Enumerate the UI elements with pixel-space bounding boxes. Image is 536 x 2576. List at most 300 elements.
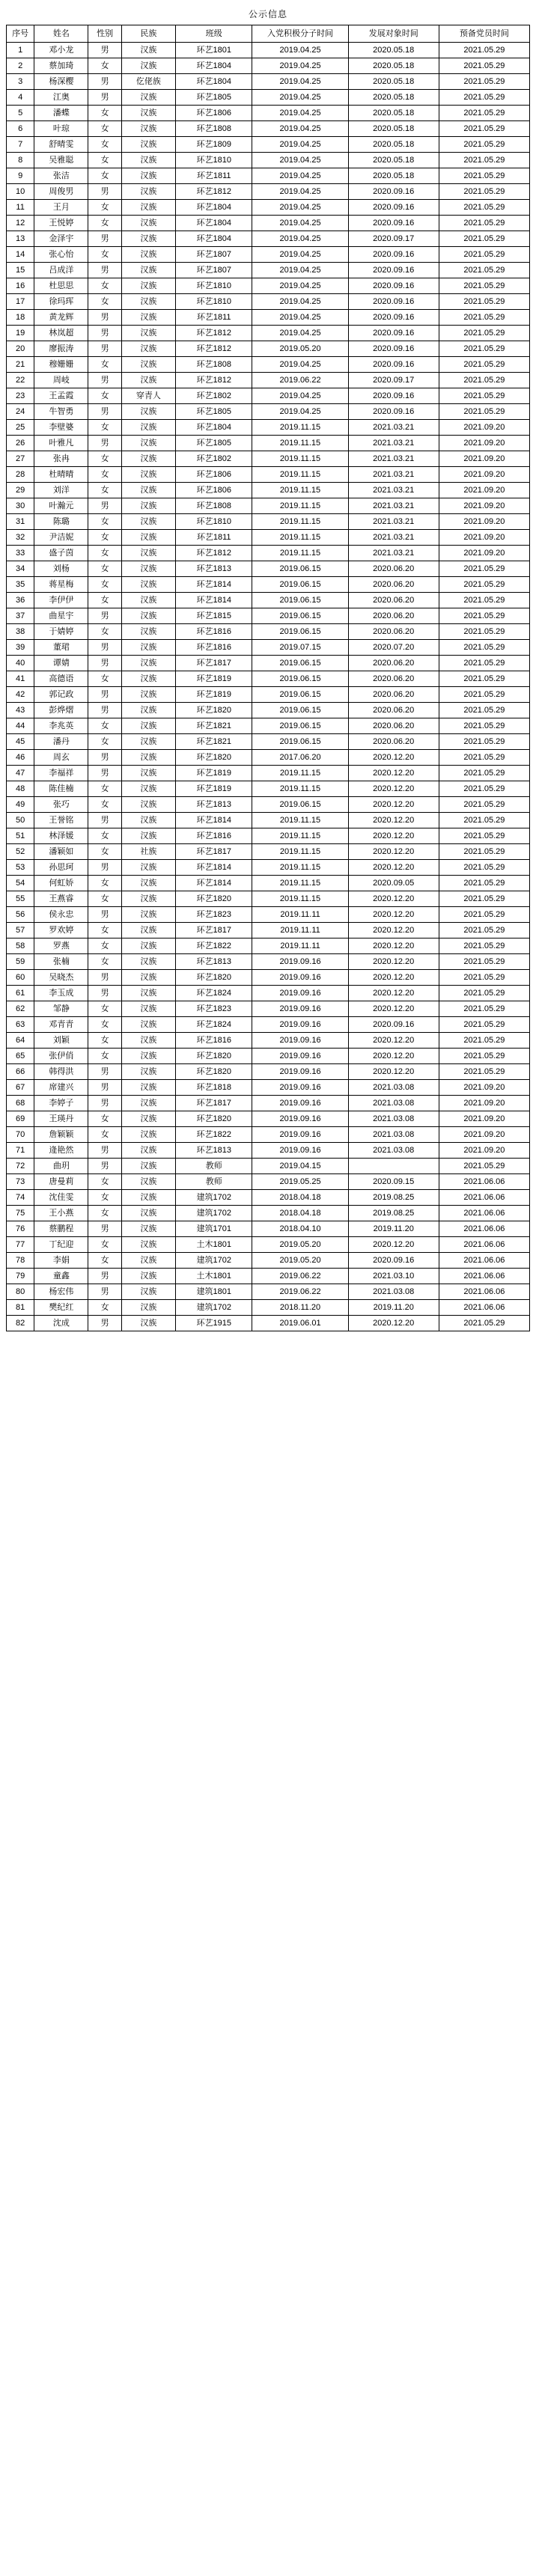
cell-seq: 8 xyxy=(7,153,34,168)
cell-seq: 36 xyxy=(7,593,34,608)
cell-name: 王月 xyxy=(34,200,88,216)
table-row xyxy=(7,137,530,153)
cell-sex: 女 xyxy=(88,216,121,231)
cell-seq: 44 xyxy=(7,718,34,734)
cell-target-date: 2020.05.18 xyxy=(348,43,439,58)
cell-sex: 女 xyxy=(88,357,121,373)
cell-name: 杜思思 xyxy=(34,278,88,294)
cell-target-date: 2020.12.20 xyxy=(348,891,439,907)
cell-probationary-date: 2021.09.20 xyxy=(439,1143,529,1159)
cell-sex: 男 xyxy=(88,750,121,766)
cell-target-date: 2020.09.16 xyxy=(348,310,439,326)
cell-ethnicity: 汉族 xyxy=(121,1221,175,1237)
cell-probationary-date: 2021.05.29 xyxy=(439,153,529,168)
table-row xyxy=(7,121,530,137)
cell-class: 环艺1810 xyxy=(175,294,252,310)
cell-name: 曲玥 xyxy=(34,1159,88,1174)
table-row xyxy=(7,168,530,184)
cell-seq: 30 xyxy=(7,498,34,514)
cell-sex: 女 xyxy=(88,278,121,294)
cell-ethnicity: 汉族 xyxy=(121,216,175,231)
cell-seq: 40 xyxy=(7,656,34,671)
cell-name: 席建兴 xyxy=(34,1080,88,1096)
cell-sex: 女 xyxy=(88,938,121,954)
cell-name: 林泽媛 xyxy=(34,828,88,844)
cell-activist-date: 2019.06.15 xyxy=(252,577,348,593)
cell-target-date: 2019.08.25 xyxy=(348,1190,439,1206)
cell-class: 环艺1814 xyxy=(175,577,252,593)
cell-sex: 男 xyxy=(88,263,121,278)
cell-activist-date: 2019.06.15 xyxy=(252,703,348,718)
cell-ethnicity: 仡佬族 xyxy=(121,74,175,90)
cell-ethnicity: 汉族 xyxy=(121,671,175,687)
cell-seq: 34 xyxy=(7,561,34,577)
cell-activist-date: 2019.04.25 xyxy=(252,404,348,420)
cell-sex: 女 xyxy=(88,797,121,813)
cell-seq: 70 xyxy=(7,1127,34,1143)
cell-seq: 25 xyxy=(7,420,34,436)
cell-ethnicity: 汉族 xyxy=(121,43,175,58)
cell-name: 盛子茵 xyxy=(34,546,88,561)
cell-probationary-date: 2021.05.29 xyxy=(439,703,529,718)
table-row xyxy=(7,1269,530,1284)
cell-seq: 17 xyxy=(7,294,34,310)
cell-activist-date: 2019.07.15 xyxy=(252,640,348,656)
cell-activist-date: 2019.11.15 xyxy=(252,451,348,467)
cell-name: 舒晴雯 xyxy=(34,137,88,153)
cell-sex: 男 xyxy=(88,640,121,656)
cell-ethnicity: 汉族 xyxy=(121,593,175,608)
table-header-row xyxy=(7,25,530,43)
cell-activist-date: 2019.05.20 xyxy=(252,341,348,357)
table-row xyxy=(7,797,530,813)
cell-target-date: 2021.03.21 xyxy=(348,514,439,530)
cell-seq: 37 xyxy=(7,608,34,624)
cell-class: 环艺1817 xyxy=(175,656,252,671)
table-row xyxy=(7,1143,530,1159)
cell-probationary-date: 2021.09.20 xyxy=(439,546,529,561)
cell-class: 环艺1813 xyxy=(175,561,252,577)
cell-target-date: 2020.05.18 xyxy=(348,168,439,184)
cell-name: 王小燕 xyxy=(34,1206,88,1221)
cell-ethnicity: 汉族 xyxy=(121,263,175,278)
cell-probationary-date: 2021.05.29 xyxy=(439,561,529,577)
cell-name: 吕成洋 xyxy=(34,263,88,278)
cell-activist-date: 2017.06.20 xyxy=(252,750,348,766)
cell-seq: 16 xyxy=(7,278,34,294)
table-row xyxy=(7,986,530,1001)
cell-sex: 男 xyxy=(88,1159,121,1174)
cell-target-date: 2020.12.20 xyxy=(348,923,439,938)
cell-name: 詹颖颖 xyxy=(34,1127,88,1143)
cell-probationary-date: 2021.09.20 xyxy=(439,451,529,467)
cell-class: 环艺1807 xyxy=(175,263,252,278)
cell-sex: 女 xyxy=(88,1049,121,1064)
cell-ethnicity: 汉族 xyxy=(121,90,175,106)
cell-target-date: 2020.09.16 xyxy=(348,247,439,263)
cell-probationary-date: 2021.09.20 xyxy=(439,1096,529,1111)
cell-probationary-date: 2021.09.20 xyxy=(439,1127,529,1143)
cell-ethnicity: 汉族 xyxy=(121,121,175,137)
cell-seq: 61 xyxy=(7,986,34,1001)
cell-ethnicity: 汉族 xyxy=(121,278,175,294)
table-row xyxy=(7,577,530,593)
cell-ethnicity: 汉族 xyxy=(121,954,175,970)
cell-ethnicity: 汉族 xyxy=(121,483,175,498)
cell-seq: 29 xyxy=(7,483,34,498)
cell-name: 牛智勇 xyxy=(34,404,88,420)
cell-ethnicity: 汉族 xyxy=(121,1269,175,1284)
cell-seq: 39 xyxy=(7,640,34,656)
cell-class: 土木1801 xyxy=(175,1269,252,1284)
cell-name: 金泽宇 xyxy=(34,231,88,247)
cell-seq: 14 xyxy=(7,247,34,263)
cell-activist-date: 2019.04.25 xyxy=(252,121,348,137)
cell-probationary-date: 2021.05.29 xyxy=(439,970,529,986)
cell-name: 王誉铭 xyxy=(34,813,88,828)
table-row xyxy=(7,58,530,74)
cell-activist-date: 2019.06.15 xyxy=(252,608,348,624)
cell-activist-date: 2019.09.16 xyxy=(252,986,348,1001)
table-row xyxy=(7,1253,530,1269)
cell-activist-date: 2019.06.22 xyxy=(252,1269,348,1284)
cell-probationary-date: 2021.05.29 xyxy=(439,184,529,200)
cell-ethnicity: 汉族 xyxy=(121,498,175,514)
cell-ethnicity: 汉族 xyxy=(121,624,175,640)
cell-seq: 2 xyxy=(7,58,34,74)
cell-name: 叶雅凡 xyxy=(34,436,88,451)
cell-name: 周俊男 xyxy=(34,184,88,200)
cell-class: 环艺1804 xyxy=(175,216,252,231)
cell-activist-date: 2019.04.25 xyxy=(252,247,348,263)
cell-class: 环艺1813 xyxy=(175,954,252,970)
cell-ethnicity: 汉族 xyxy=(121,1096,175,1111)
table-row xyxy=(7,734,530,750)
table-row xyxy=(7,451,530,467)
cell-probationary-date: 2021.05.29 xyxy=(439,168,529,184)
cell-activist-date: 2019.11.15 xyxy=(252,546,348,561)
cell-seq: 4 xyxy=(7,90,34,106)
cell-activist-date: 2019.11.11 xyxy=(252,938,348,954)
cell-probationary-date: 2021.05.29 xyxy=(439,593,529,608)
cell-class: 环艺1818 xyxy=(175,1080,252,1096)
cell-class: 建筑1702 xyxy=(175,1190,252,1206)
cell-activist-date: 2018.04.18 xyxy=(252,1190,348,1206)
cell-probationary-date: 2021.05.29 xyxy=(439,373,529,388)
cell-ethnicity: 汉族 xyxy=(121,326,175,341)
cell-name: 潘颖如 xyxy=(34,844,88,860)
cell-name: 李壁婆 xyxy=(34,420,88,436)
cell-class: 环艺1812 xyxy=(175,341,252,357)
cell-ethnicity: 汉族 xyxy=(121,1174,175,1190)
cell-activist-date: 2019.04.25 xyxy=(252,58,348,74)
cell-class: 环艺1811 xyxy=(175,530,252,546)
table-row xyxy=(7,200,530,216)
cell-name: 沈成 xyxy=(34,1316,88,1331)
cell-probationary-date: 2021.09.20 xyxy=(439,436,529,451)
cell-class: 环艺1810 xyxy=(175,153,252,168)
cell-activist-date: 2019.11.15 xyxy=(252,498,348,514)
cell-ethnicity: 汉族 xyxy=(121,876,175,891)
cell-target-date: 2021.03.21 xyxy=(348,546,439,561)
cell-class: 环艺1816 xyxy=(175,828,252,844)
cell-class: 环艺1824 xyxy=(175,986,252,1001)
cell-target-date: 2020.06.20 xyxy=(348,561,439,577)
cell-name: 叶琼 xyxy=(34,121,88,137)
cell-name: 李伊伊 xyxy=(34,593,88,608)
cell-activist-date: 2019.06.15 xyxy=(252,671,348,687)
cell-activist-date: 2019.09.16 xyxy=(252,1017,348,1033)
table-row xyxy=(7,1064,530,1080)
cell-name: 刘杨 xyxy=(34,561,88,577)
table-row xyxy=(7,294,530,310)
cell-target-date: 2021.03.21 xyxy=(348,451,439,467)
cell-seq: 13 xyxy=(7,231,34,247)
column-header-name: 姓名 xyxy=(34,25,88,43)
cell-target-date: 2020.12.20 xyxy=(348,750,439,766)
column-header-sex: 性别 xyxy=(88,25,121,43)
cell-ethnicity: 汉族 xyxy=(121,938,175,954)
cell-name: 何虹娇 xyxy=(34,876,88,891)
cell-activist-date: 2019.11.15 xyxy=(252,514,348,530)
table-row xyxy=(7,1080,530,1096)
cell-activist-date: 2019.11.11 xyxy=(252,907,348,923)
table-row xyxy=(7,1190,530,1206)
cell-sex: 女 xyxy=(88,1017,121,1033)
cell-name: 王悦婷 xyxy=(34,216,88,231)
cell-class: 环艺1812 xyxy=(175,373,252,388)
cell-sex: 男 xyxy=(88,373,121,388)
cell-activist-date: 2019.04.25 xyxy=(252,106,348,121)
cell-target-date: 2020.09.16 xyxy=(348,357,439,373)
table-row xyxy=(7,1159,530,1174)
cell-name: 童鑫 xyxy=(34,1269,88,1284)
cell-class: 建筑1801 xyxy=(175,1284,252,1300)
cell-seq: 33 xyxy=(7,546,34,561)
cell-name: 董珺 xyxy=(34,640,88,656)
cell-sex: 女 xyxy=(88,514,121,530)
cell-activist-date: 2019.05.20 xyxy=(252,1253,348,1269)
cell-name: 周玄 xyxy=(34,750,88,766)
cell-class: 环艺1815 xyxy=(175,608,252,624)
cell-activist-date: 2019.09.16 xyxy=(252,1080,348,1096)
cell-seq: 72 xyxy=(7,1159,34,1174)
cell-ethnicity: 汉族 xyxy=(121,640,175,656)
table-row xyxy=(7,373,530,388)
cell-name: 林岚超 xyxy=(34,326,88,341)
table-row xyxy=(7,106,530,121)
table-row xyxy=(7,891,530,907)
cell-target-date: 2021.03.08 xyxy=(348,1127,439,1143)
cell-activist-date: 2019.11.15 xyxy=(252,876,348,891)
cell-name: 李玉成 xyxy=(34,986,88,1001)
cell-class: 环艺1819 xyxy=(175,687,252,703)
table-row xyxy=(7,43,530,58)
cell-activist-date: 2019.11.15 xyxy=(252,766,348,781)
cell-sex: 男 xyxy=(88,231,121,247)
cell-activist-date: 2019.04.25 xyxy=(252,216,348,231)
cell-class: 环艺1809 xyxy=(175,137,252,153)
cell-sex: 女 xyxy=(88,593,121,608)
cell-name: 谭婧 xyxy=(34,656,88,671)
cell-ethnicity: 汉族 xyxy=(121,718,175,734)
cell-class: 环艺1814 xyxy=(175,876,252,891)
cell-name: 曲星宇 xyxy=(34,608,88,624)
cell-ethnicity: 汉族 xyxy=(121,58,175,74)
cell-target-date: 2020.12.20 xyxy=(348,844,439,860)
cell-sex: 女 xyxy=(88,1253,121,1269)
cell-name: 沈佳雯 xyxy=(34,1190,88,1206)
cell-class: 环艺1804 xyxy=(175,420,252,436)
cell-target-date: 2020.09.17 xyxy=(348,373,439,388)
cell-seq: 64 xyxy=(7,1033,34,1049)
column-header-seq: 序号 xyxy=(7,25,34,43)
cell-name: 穆姗姗 xyxy=(34,357,88,373)
cell-seq: 67 xyxy=(7,1080,34,1096)
cell-target-date: 2020.06.20 xyxy=(348,593,439,608)
cell-ethnicity: 汉族 xyxy=(121,436,175,451)
cell-seq: 27 xyxy=(7,451,34,467)
table-row xyxy=(7,813,530,828)
cell-ethnicity: 汉族 xyxy=(121,200,175,216)
table-row xyxy=(7,750,530,766)
table-row xyxy=(7,153,530,168)
cell-sex: 女 xyxy=(88,200,121,216)
cell-activist-date: 2019.04.25 xyxy=(252,357,348,373)
cell-seq: 71 xyxy=(7,1143,34,1159)
table-row xyxy=(7,954,530,970)
cell-seq: 69 xyxy=(7,1111,34,1127)
cell-sex: 男 xyxy=(88,90,121,106)
cell-class: 环艺1820 xyxy=(175,750,252,766)
cell-probationary-date: 2021.05.29 xyxy=(439,640,529,656)
cell-class: 环艺1819 xyxy=(175,671,252,687)
cell-ethnicity: 汉族 xyxy=(121,530,175,546)
cell-name: 孙思珂 xyxy=(34,860,88,876)
cell-seq: 78 xyxy=(7,1253,34,1269)
cell-probationary-date: 2021.05.29 xyxy=(439,121,529,137)
cell-probationary-date: 2021.09.20 xyxy=(439,530,529,546)
cell-class: 环艺1806 xyxy=(175,467,252,483)
cell-ethnicity: 汉族 xyxy=(121,860,175,876)
cell-probationary-date: 2021.05.29 xyxy=(439,137,529,153)
cell-activist-date: 2019.06.15 xyxy=(252,593,348,608)
cell-seq: 35 xyxy=(7,577,34,593)
cell-sex: 女 xyxy=(88,828,121,844)
cell-target-date: 2020.12.20 xyxy=(348,1064,439,1080)
cell-ethnicity: 汉族 xyxy=(121,106,175,121)
cell-sex: 女 xyxy=(88,388,121,404)
cell-ethnicity: 汉族 xyxy=(121,577,175,593)
cell-activist-date: 2019.09.16 xyxy=(252,1127,348,1143)
cell-target-date: 2019.08.25 xyxy=(348,1206,439,1221)
cell-class: 环艺1808 xyxy=(175,498,252,514)
cell-ethnicity: 汉族 xyxy=(121,891,175,907)
cell-sex: 女 xyxy=(88,121,121,137)
cell-target-date: 2019.11.20 xyxy=(348,1300,439,1316)
cell-name: 张冉 xyxy=(34,451,88,467)
cell-activist-date: 2019.05.25 xyxy=(252,1174,348,1190)
cell-target-date: 2020.12.20 xyxy=(348,828,439,844)
table-row xyxy=(7,938,530,954)
cell-target-date: 2020.05.18 xyxy=(348,74,439,90)
cell-target-date: 2020.05.18 xyxy=(348,153,439,168)
cell-probationary-date: 2021.05.29 xyxy=(439,106,529,121)
cell-probationary-date: 2021.05.29 xyxy=(439,797,529,813)
cell-probationary-date: 2021.06.06 xyxy=(439,1206,529,1221)
cell-sex: 女 xyxy=(88,467,121,483)
cell-ethnicity: 汉族 xyxy=(121,970,175,986)
cell-seq: 5 xyxy=(7,106,34,121)
cell-name: 王孟霞 xyxy=(34,388,88,404)
cell-seq: 50 xyxy=(7,813,34,828)
cell-activist-date: 2019.09.16 xyxy=(252,1111,348,1127)
cell-target-date: 2021.03.10 xyxy=(348,1269,439,1284)
cell-activist-date: 2019.11.15 xyxy=(252,436,348,451)
table-row xyxy=(7,74,530,90)
cell-seq: 47 xyxy=(7,766,34,781)
table-row xyxy=(7,561,530,577)
cell-class: 环艺1915 xyxy=(175,1316,252,1331)
cell-seq: 12 xyxy=(7,216,34,231)
cell-target-date: 2020.12.20 xyxy=(348,813,439,828)
cell-activist-date: 2019.04.25 xyxy=(252,326,348,341)
cell-name: 邓小龙 xyxy=(34,43,88,58)
cell-seq: 26 xyxy=(7,436,34,451)
cell-seq: 20 xyxy=(7,341,34,357)
cell-name: 潘丹 xyxy=(34,734,88,750)
cell-class: 教师 xyxy=(175,1174,252,1190)
cell-seq: 80 xyxy=(7,1284,34,1300)
cell-name: 刘颖 xyxy=(34,1033,88,1049)
cell-probationary-date: 2021.05.29 xyxy=(439,341,529,357)
cell-seq: 32 xyxy=(7,530,34,546)
cell-sex: 男 xyxy=(88,341,121,357)
cell-sex: 女 xyxy=(88,420,121,436)
cell-sex: 女 xyxy=(88,168,121,184)
cell-class: 环艺1819 xyxy=(175,781,252,797)
cell-target-date: 2020.06.20 xyxy=(348,608,439,624)
table-row xyxy=(7,436,530,451)
cell-sex: 男 xyxy=(88,656,121,671)
cell-probationary-date: 2021.09.20 xyxy=(439,1080,529,1096)
cell-target-date: 2020.09.15 xyxy=(348,1174,439,1190)
cell-probationary-date: 2021.06.06 xyxy=(439,1300,529,1316)
cell-ethnicity: 汉族 xyxy=(121,828,175,844)
cell-name: 张洁 xyxy=(34,168,88,184)
cell-name: 逄艳然 xyxy=(34,1143,88,1159)
cell-sex: 女 xyxy=(88,1237,121,1253)
cell-seq: 55 xyxy=(7,891,34,907)
table-row xyxy=(7,1206,530,1221)
cell-ethnicity: 汉族 xyxy=(121,1017,175,1033)
cell-class: 环艺1805 xyxy=(175,90,252,106)
cell-ethnicity: 汉族 xyxy=(121,656,175,671)
cell-probationary-date: 2021.05.29 xyxy=(439,357,529,373)
cell-ethnicity: 汉族 xyxy=(121,341,175,357)
cell-probationary-date: 2021.05.29 xyxy=(439,388,529,404)
cell-probationary-date: 2021.09.20 xyxy=(439,420,529,436)
cell-seq: 73 xyxy=(7,1174,34,1190)
cell-activist-date: 2018.04.18 xyxy=(252,1206,348,1221)
cell-activist-date: 2019.11.11 xyxy=(252,923,348,938)
table-body xyxy=(7,43,530,1331)
cell-seq: 57 xyxy=(7,923,34,938)
cell-name: 邓青青 xyxy=(34,1017,88,1033)
cell-sex: 女 xyxy=(88,546,121,561)
cell-activist-date: 2019.11.15 xyxy=(252,891,348,907)
cell-class: 环艺1807 xyxy=(175,247,252,263)
